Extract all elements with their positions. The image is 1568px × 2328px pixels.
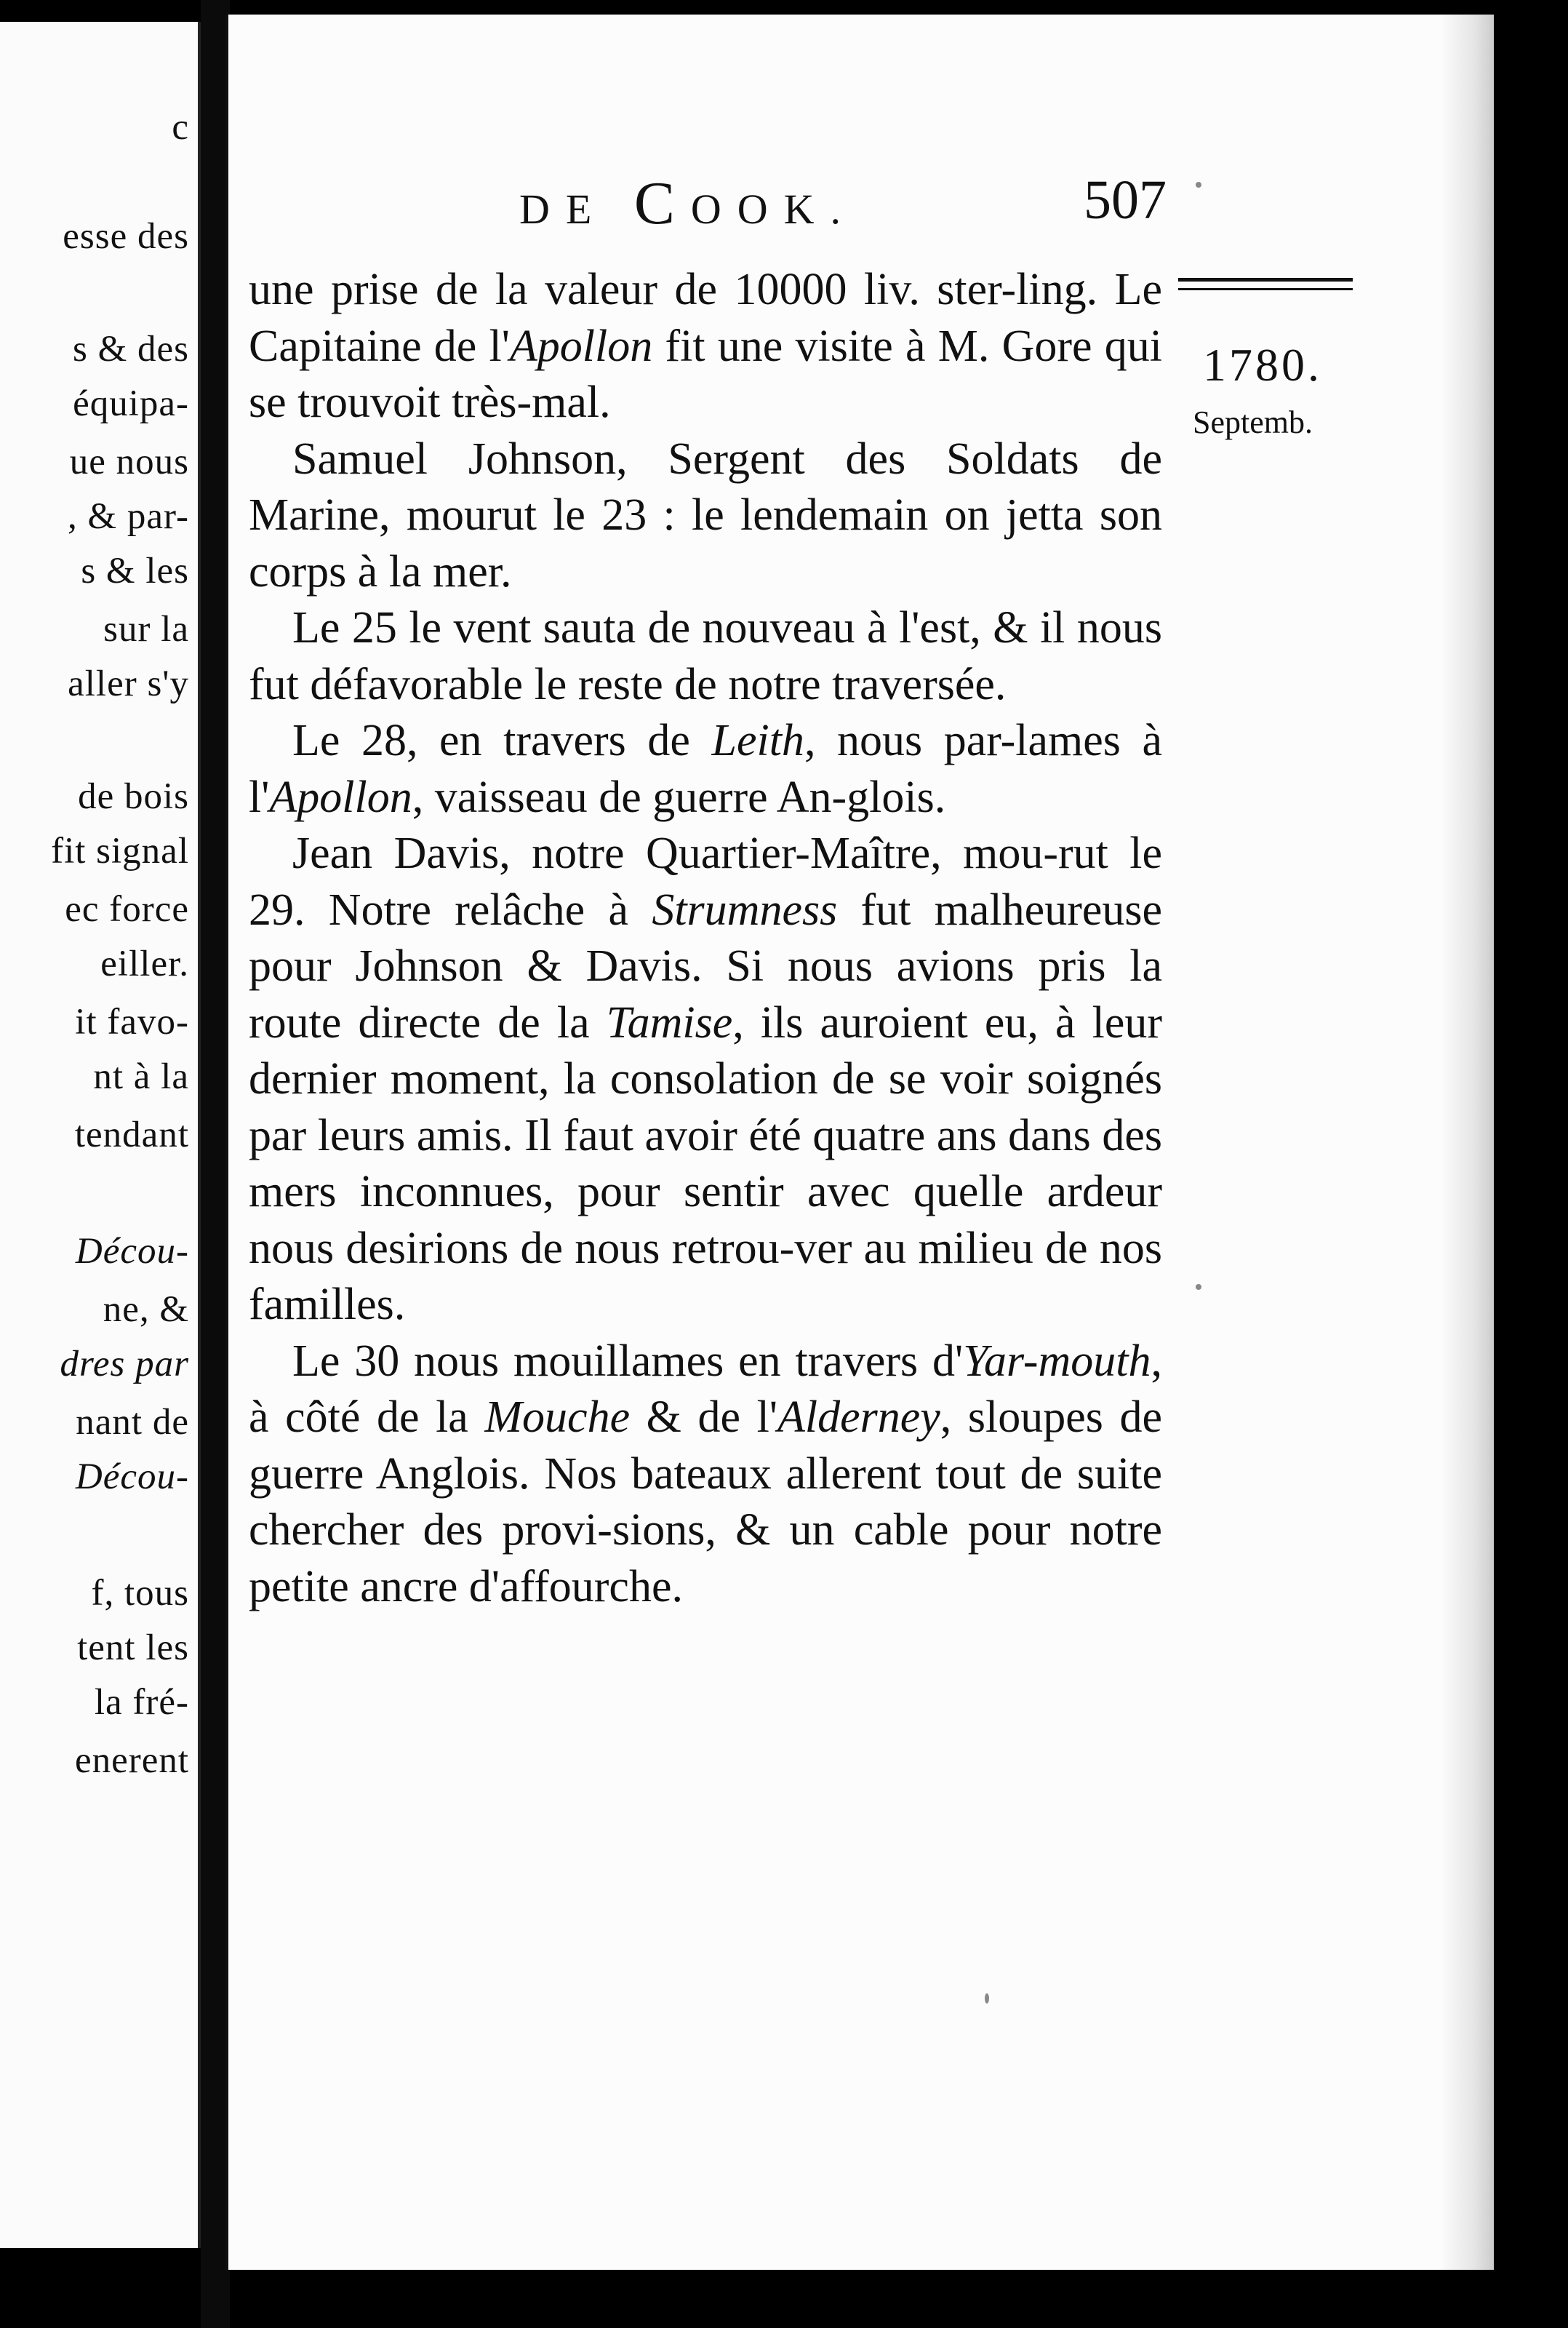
paragraph-2 [249,431,1162,601]
left-page-line: fit signal [51,831,189,872]
left-page-line: ne, & [103,1289,189,1330]
left-page-line: it favo- [75,1002,189,1043]
paragraph-5 [249,826,1162,1334]
left-page-line: tent les [77,1627,189,1668]
margin-rule-top [1178,278,1353,282]
paragraph-6 [249,1334,1162,1616]
paragraph-4 [249,713,1162,826]
left-page-line: c [172,107,189,148]
left-page-line: nt à la [93,1056,189,1097]
paragraph-1 [249,262,1162,431]
p5-text-2: fut malheureuse pour Johnson & Davis. Si nous avions pris la route directe de la [249,885,1162,1048]
left-page-line: équipa- [73,383,189,424]
left-page-line: , & par- [67,496,189,537]
running-head [519,170,857,239]
p3-text: Le 25 le vent sauta de nouveau à l'est, & il nous fut défavorable le reste de notre traversée. [249,603,1162,709]
p4-text-3: , vaisseau de guerre An-glois. [412,772,946,822]
left-page-line: f, tous [91,1573,189,1614]
left-page-line: eiller. [100,944,189,984]
margin-rule-bottom [1178,288,1353,290]
paper-speck [1196,1284,1201,1290]
p1-ship-name: Apollon [509,321,653,371]
page-number: 507 [1084,170,1167,231]
left-page-line: Décou- [75,1231,189,1272]
left-page-line: de bois [78,776,189,817]
left-page-line: la fré- [94,1682,189,1723]
left-page-line: ue nous [69,442,189,482]
left-page-line: nant de [76,1402,189,1443]
left-page-line: dres par [60,1344,189,1384]
left-page-line: Décou- [75,1456,189,1497]
p4-place-name: Leith [711,716,804,765]
left-page-line: enerent [74,1740,189,1781]
p4-ship-name: Apollon [269,772,412,822]
p1-text-1: une prise de la valeur de 10000 liv. ster-ling. Le Capitaine de l' [249,265,1162,371]
left-page-line: s & les [81,551,189,591]
running-head-prefix: DE [519,186,634,233]
p6-text-3: & de l' [630,1392,778,1442]
p4-text-2: , nous par-lames à l' [249,716,1162,822]
left-page-line: esse des [63,216,189,257]
p6-text-4: , sloupes de guerre Anglois. Nos bateaux allerent tout de suite chercher des provi-sions, & un cable pour notre petite ancre d'affourche. [249,1392,1162,1611]
p1-text-2: fit une visite à M. Gore qui se trouvoit très-mal. [249,321,1162,427]
p6-ship-name-1: Mouche [484,1392,631,1442]
left-page-line: s & des [73,329,189,370]
left-page-line: ec force [65,889,189,930]
left-page-line: tendant [74,1115,189,1155]
p5-text-3: , ils auroient eu, à leur dernier moment, la consolation de se voir soignés par leurs amis. Il faut avoir été quatre ans dans des mers inconnues, pour sentir avec quelle ardeur nous desirions de nous retrou-ver au milieu de nos familles. [249,997,1162,1329]
running-head-rest: OOK. [690,186,857,233]
p4-text-1: Le 28, en travers de [292,716,712,765]
left-page-line: sur la [103,609,189,650]
page-edge [1443,15,1494,2270]
right-page [225,15,1494,2270]
p5-place-name-2: Tamise [606,997,733,1048]
left-page-line: aller s'y [68,663,189,704]
p6-ship-name-2: Alderney [777,1392,940,1442]
paragraph-3 [249,600,1162,713]
margin-year: 1780. [1203,339,1322,391]
margin-month: Septemb. [1193,404,1313,440]
body-text [249,262,1162,1615]
p6-text-2: , à côté de la [249,1336,1162,1442]
left-page-fragment [0,22,201,2248]
p5-place-name-1: Strumness [652,885,838,935]
paper-speck [985,1993,989,2004]
p5-text-1: Jean Davis, notre Quartier-Maître, mou-rut le 29. Notre relâche à [249,829,1162,935]
paper-speck [1196,182,1201,188]
p6-text-1: Le 30 nous mouillames en travers d' [292,1336,964,1386]
running-head-initial: C [633,170,691,237]
p6-place-name: Yar-mouth [963,1336,1151,1386]
p2-text: Samuel Johnson, Sergent des Soldats de Marine, mourut le 23 : le lendemain on jetta son corps à la mer. [249,434,1162,597]
